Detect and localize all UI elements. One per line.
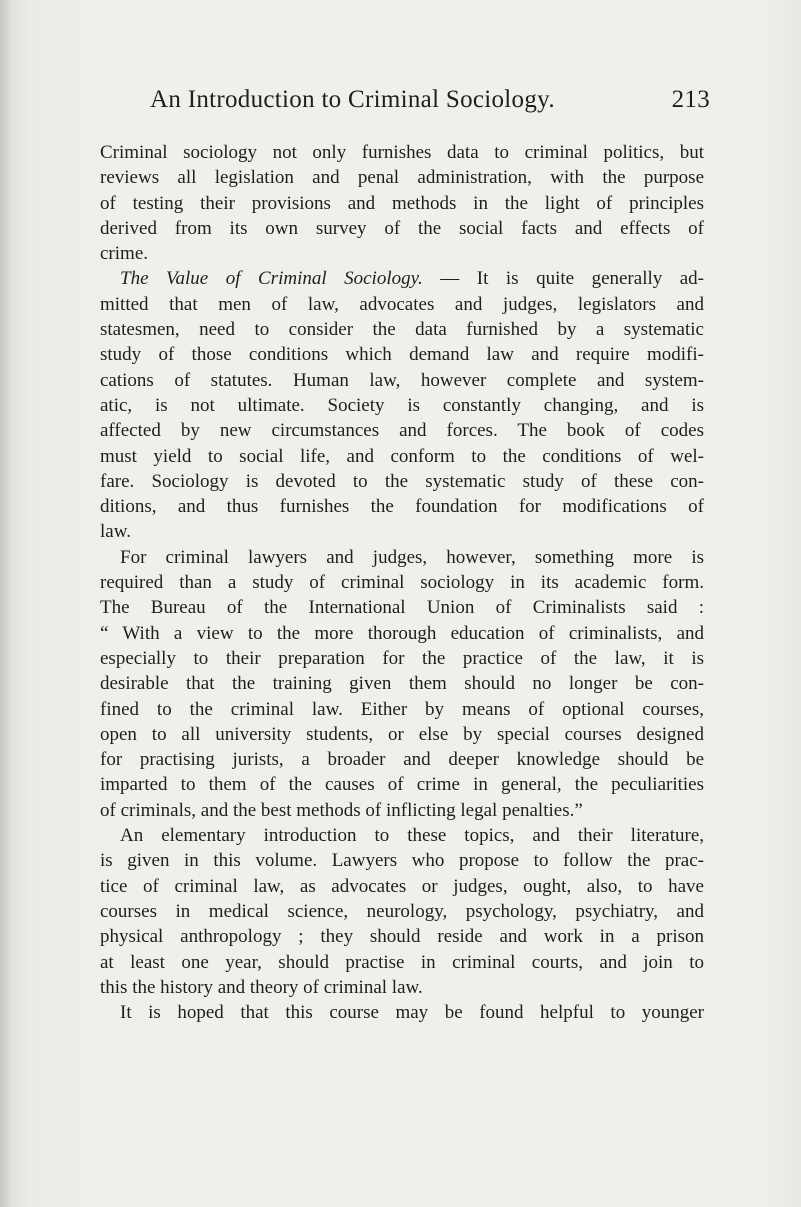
text-line-with-heading <box>100 266 704 291</box>
text-line-rest: — It is quite generally ad- <box>440 268 705 290</box>
text-line: of criminals, and the best methods of inflicting legal penalties.” <box>100 799 583 821</box>
text-line: open to all university students, or else by special courses designed <box>100 723 704 745</box>
text-line: reviews all legislation and penal administration, with the purpose <box>100 167 704 189</box>
text-line: of testing their provisions and methods in the light of principles <box>100 192 704 214</box>
text-line: An elementary introduction to these topics, and their literature, <box>120 825 704 847</box>
text-line: statesmen, need to consider the data furnished by a systematic <box>100 319 704 341</box>
text-line: must yield to social life, and conform to the conditions of wel- <box>100 445 704 467</box>
text-line: this the history and theory of criminal law. <box>100 976 423 998</box>
text-line: atic, is not ultimate. Society is constantly changing, and is <box>100 394 704 416</box>
text-line: For criminal lawyers and judges, however, something more is <box>120 546 704 568</box>
text-line: “ With a view to the more thorough education of criminalists, and <box>100 622 704 644</box>
text-line: desirable that the training given them should no longer be con- <box>100 673 704 695</box>
text-line: is given in this volume. Lawyers who propose to follow the prac- <box>100 850 704 872</box>
section-heading: The Value of Criminal Sociology. <box>120 268 423 290</box>
text-line: courses in medical science, neurology, psychology, psychiatry, and <box>100 900 704 922</box>
text-line: derived from its own survey of the social facts and effects of <box>100 217 704 239</box>
text-line: tice of criminal law, as advocates or judges, ought, also, to have <box>100 875 704 897</box>
text-line: required than a study of criminal sociology in its academic form. <box>100 572 704 594</box>
text-line: physical anthropology ; they should reside and work in a prison <box>100 926 704 948</box>
running-title: An Introduction to Criminal Sociology. <box>150 86 555 113</box>
page-gutter-shadow <box>0 0 12 1207</box>
text-line: Criminal sociology not only furnishes data to criminal politics, but <box>100 142 704 163</box>
text-line: cations of statutes. Human law, however complete and system- <box>100 369 704 391</box>
text-line: mitted that men of law, advocates and judges, legislators and <box>100 293 704 315</box>
body-text <box>100 140 704 1025</box>
text-line: imparted to them of the causes of crime in general, the peculiarities <box>100 774 704 796</box>
text-line: study of those conditions which demand law and require modifi- <box>100 344 704 366</box>
page-number: 213 <box>671 86 710 113</box>
text-line: law. <box>100 521 131 543</box>
text-line: fare. Sociology is devoted to the systematic study of these con- <box>100 470 704 492</box>
text-line: fined to the criminal law. Either by means of optional courses, <box>100 698 704 720</box>
text-line: It is hoped that this course may be found helpful to younger <box>120 1002 704 1024</box>
text-line: especially to their preparation for the practice of the law, it is <box>100 647 704 669</box>
text-line: crime. <box>100 243 149 265</box>
text-line: ditions, and thus furnishes the foundation for modifications of <box>100 496 704 518</box>
text-line: affected by new circumstances and forces. The book of codes <box>100 420 704 442</box>
text-line: at least one year, should practise in criminal courts, and join to <box>100 951 704 973</box>
running-header <box>150 82 710 118</box>
text-line: The Bureau of the International Union of Criminalists said : <box>100 597 704 619</box>
text-line: for practising jurists, a broader and deeper knowledge should be <box>100 749 704 771</box>
